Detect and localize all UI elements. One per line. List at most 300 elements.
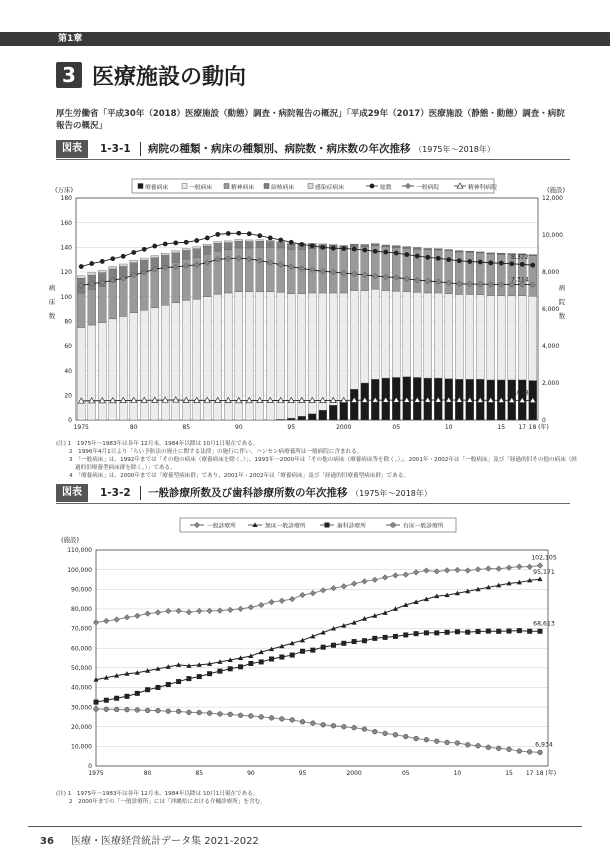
- note: 3 「一般病床」は、1992年までは「その他の病床（療養病床を除く。）」、1993年～2000年は「その他の病床（療養病床等を除く。）」、2001年・2002年は「一般病床」及び「経過的旧その他の病床（経: [69, 457, 578, 463]
- bar-segment: [77, 293, 85, 328]
- y-tick-right: 10,000: [542, 232, 563, 240]
- marker-dot: [300, 719, 305, 724]
- bar-segment: [151, 308, 159, 420]
- marker-dot: [184, 240, 189, 245]
- x-tick: 15: [497, 424, 506, 431]
- marker-dot: [509, 261, 514, 266]
- marker-diamond: [104, 618, 110, 624]
- marker-square: [372, 636, 377, 641]
- bar-segment: [329, 405, 337, 420]
- marker-square: [186, 676, 191, 681]
- legend-label: 一般診療所: [207, 523, 236, 530]
- bar-segment: [371, 289, 379, 379]
- bar-segment: [455, 252, 463, 295]
- bar-segment: [277, 242, 285, 248]
- bar-segment: [476, 295, 484, 379]
- marker-dot: [499, 261, 504, 266]
- marker-dot: [310, 721, 315, 726]
- bar-segment: [518, 296, 526, 380]
- bar-segment: [308, 293, 316, 414]
- bar-segment: [119, 316, 127, 420]
- bar-segment: [88, 273, 96, 275]
- bar-segment: [214, 243, 222, 251]
- bar-segment: [256, 241, 264, 247]
- legend-label: 歯科診療所: [337, 523, 366, 530]
- y-tick: 50,000: [71, 665, 92, 673]
- y-tick: 20,000: [71, 723, 92, 731]
- bar-segment: [487, 254, 495, 296]
- marker-dot: [247, 231, 252, 236]
- marker-dot: [145, 708, 150, 713]
- bar-segment: [245, 240, 253, 242]
- marker-diamond: [486, 566, 492, 572]
- data-label: 7,314: [511, 276, 529, 284]
- bar-segment: [98, 270, 106, 272]
- marker-diamond: [537, 563, 543, 569]
- bar-segment: [245, 242, 253, 248]
- marker-dot: [415, 254, 420, 259]
- note: 4 「療養病床」は、2000年までは「療養型病床群」であり、2001年・2002年は「療養病床」及び「経過的旧療養型病床群」である。: [69, 473, 409, 479]
- marker-square: [403, 632, 408, 637]
- legend-swatch: [264, 184, 269, 189]
- marker-dot: [436, 256, 441, 261]
- marker-dot: [142, 247, 147, 252]
- marker-dot: [176, 709, 181, 714]
- marker-dot: [166, 709, 171, 714]
- chapter-label: 第1章: [58, 34, 83, 44]
- marker-diamond: [258, 602, 264, 608]
- bar-segment: [455, 294, 463, 379]
- y-tick-left: 20: [64, 392, 72, 400]
- marker-square: [228, 666, 233, 671]
- bar-segment: [161, 305, 169, 420]
- section-title: 医療施設の動向: [92, 65, 247, 90]
- legend-label: 総数: [380, 185, 392, 191]
- bar-segment: [277, 248, 285, 292]
- marker-dot: [394, 251, 399, 256]
- bar-segment: [130, 260, 138, 262]
- marker-dot: [135, 708, 140, 713]
- bar-segment: [77, 276, 85, 278]
- note: (注) 1 1975年～1983年は各年 12月末、1984年以降は 10月1日現在である。: [56, 441, 259, 447]
- bar-segment: [88, 289, 96, 325]
- marker-dot: [362, 248, 367, 253]
- marker-diamond: [300, 592, 306, 598]
- figure1-number: 1-3-1: [100, 143, 131, 155]
- bar-segment: [308, 414, 316, 420]
- hospital-beds-chart: [40, 168, 575, 438]
- bar-segment: [161, 255, 169, 265]
- marker-diamond: [424, 568, 430, 574]
- marker-square: [207, 671, 212, 676]
- marker-dot: [391, 523, 396, 528]
- legend-label: 精神病床: [231, 185, 255, 191]
- bar-segment: [350, 291, 358, 390]
- y-tick-left: 100: [60, 293, 72, 301]
- marker-square: [269, 656, 274, 661]
- x-tick: 95: [298, 770, 307, 777]
- bar-segment: [361, 245, 369, 247]
- marker-dot: [370, 184, 375, 189]
- y-tick-right: 6,000: [542, 306, 560, 314]
- marker-square: [300, 649, 305, 654]
- marker-dot: [310, 243, 315, 248]
- marker-dot: [496, 746, 501, 751]
- marker-dot: [372, 729, 377, 734]
- marker-dot: [321, 722, 326, 727]
- bar-segment: [109, 319, 117, 420]
- chapter-band: [0, 32, 610, 46]
- marker-diamond: [238, 606, 244, 612]
- marker-dot: [455, 741, 460, 746]
- y-label-right: 数: [558, 312, 566, 320]
- bar-segment: [119, 279, 127, 317]
- marker-dot: [352, 725, 357, 730]
- marker-dot: [290, 717, 295, 722]
- legend-label: 結核病床: [271, 185, 295, 191]
- plot-frame: [96, 550, 548, 766]
- bar-segment: [361, 291, 369, 384]
- marker-dot: [465, 742, 470, 747]
- x-tick: 10: [453, 770, 462, 777]
- bar-segment: [403, 247, 411, 248]
- marker-diamond: [186, 609, 192, 615]
- marker-diamond: [465, 568, 471, 574]
- marker-square: [445, 630, 450, 635]
- bar-segment: [256, 247, 264, 291]
- marker-square: [290, 653, 295, 658]
- x-tick: 1975: [88, 770, 104, 777]
- marker-diamond: [217, 608, 223, 614]
- x-tick: 05: [392, 424, 401, 431]
- marker-square: [310, 648, 315, 653]
- marker-dot: [110, 256, 115, 261]
- legend-swatch: [308, 184, 313, 189]
- bar-segment: [361, 247, 369, 291]
- marker-dot: [114, 707, 119, 712]
- marker-square: [248, 661, 253, 666]
- bar-segment: [319, 293, 327, 410]
- data-label: 8,372: [511, 254, 529, 262]
- marker-square: [352, 639, 357, 644]
- data-label: 102,105: [531, 554, 557, 562]
- marker-diamond: [413, 570, 419, 576]
- book-title: 医療・医療経営統計データ集 2021-2022: [71, 836, 259, 847]
- figure2-subtitle: （1975年～2018年）: [351, 489, 432, 498]
- marker-dot: [156, 708, 161, 713]
- marker-dot: [341, 724, 346, 729]
- marker-dot: [414, 736, 419, 741]
- marker-dot: [131, 250, 136, 255]
- x-tick: 1975: [73, 424, 89, 431]
- figure1-header: [56, 140, 570, 158]
- y-unit: (施設): [60, 536, 80, 544]
- y-tick: 10,000: [71, 743, 92, 751]
- bar-segment: [224, 241, 232, 243]
- y-label-left: 病: [48, 284, 56, 292]
- marker-square: [507, 629, 512, 634]
- y-tick: 0: [88, 763, 92, 771]
- bar-segment: [172, 251, 180, 253]
- marker-diamond: [320, 587, 326, 593]
- marker-square: [383, 635, 388, 640]
- marker-dot: [215, 232, 220, 237]
- marker-square: [362, 638, 367, 643]
- x-tick: 85: [182, 424, 191, 431]
- marker-square: [155, 685, 160, 690]
- bar-segment: [266, 242, 274, 248]
- bar-segment: [151, 268, 159, 307]
- note: 過的旧療養型病床群を除く。）」である。: [75, 465, 176, 471]
- marker-square: [197, 674, 202, 679]
- figure2-number: 1-3-2: [100, 487, 131, 499]
- legend-label: 感染症病床: [315, 185, 344, 191]
- marker-square: [321, 645, 326, 650]
- bar-segment: [329, 244, 337, 245]
- marker-diamond: [362, 579, 368, 585]
- marker-diamond: [444, 568, 450, 574]
- marker-dot: [238, 713, 243, 718]
- marker-square: [341, 641, 346, 646]
- chart1-bars: [77, 239, 536, 420]
- bar-segment: [350, 244, 358, 246]
- y-tick-right: 2,000: [542, 380, 560, 388]
- clinics-chart: [40, 512, 575, 782]
- series-line: [93, 577, 542, 682]
- marker-square: [393, 634, 398, 639]
- marker-dot: [207, 711, 212, 716]
- marker-dot: [478, 260, 483, 265]
- marker-diamond: [455, 567, 461, 573]
- marker-square: [259, 659, 264, 664]
- y-tick-left: 0: [68, 417, 72, 425]
- legend-swatch: [138, 184, 143, 189]
- marker-diamond: [351, 581, 357, 587]
- marker-square: [94, 700, 99, 705]
- bar-segment: [193, 247, 201, 249]
- marker-square: [486, 629, 491, 634]
- note: (注) 1 1975年～1983年は各年 12月末、1984年以降は 10月1日現在である。: [56, 791, 259, 797]
- marker-diamond: [403, 572, 409, 578]
- marker-dot: [278, 238, 283, 243]
- bar-segment: [287, 418, 295, 420]
- marker-dot: [362, 727, 367, 732]
- marker-square: [217, 669, 222, 674]
- bar-segment: [266, 240, 274, 241]
- y-tick-left: 80: [64, 318, 72, 326]
- marker-dot: [517, 749, 522, 754]
- bar-segment: [98, 323, 106, 420]
- series-line: [94, 628, 543, 704]
- chart2-legend: [180, 518, 456, 532]
- marker-diamond: [227, 607, 233, 613]
- bar-segment: [413, 292, 421, 377]
- marker-dot: [163, 242, 168, 247]
- marker-square: [176, 679, 181, 684]
- marker-dot: [445, 740, 450, 745]
- marker-diamond: [372, 577, 378, 583]
- marker-diamond: [269, 599, 275, 605]
- data-label: 68,613: [533, 620, 555, 628]
- figure2-header: [56, 484, 570, 502]
- bar-segment: [382, 291, 390, 379]
- marker-square: [455, 629, 460, 634]
- marker-dot: [331, 723, 336, 728]
- marker-diamond: [517, 564, 523, 570]
- marker-diamond: [279, 598, 285, 604]
- marker-dot: [320, 245, 325, 250]
- marker-diamond: [248, 604, 254, 610]
- bar-segment: [392, 291, 400, 377]
- marker-triangle: [537, 577, 542, 582]
- bar-segment: [319, 244, 327, 245]
- figure1-subtitle: （1975年～2018年）: [414, 145, 495, 154]
- bar-segment: [224, 243, 232, 250]
- marker-dot: [173, 240, 178, 245]
- marker-dot: [269, 715, 274, 720]
- bar-segment: [403, 292, 411, 377]
- marker-diamond: [475, 567, 481, 573]
- data-label: 95,171: [533, 569, 555, 577]
- y-unit-left: (万床): [54, 186, 74, 194]
- marker-square: [166, 682, 171, 687]
- series-path: [96, 709, 540, 752]
- bar-segment: [487, 296, 495, 380]
- marker-dot: [226, 231, 231, 236]
- legend-swatch: [224, 184, 229, 189]
- marker-diamond: [496, 566, 502, 572]
- marker-square: [496, 629, 501, 634]
- y-tick-left: 140: [60, 244, 72, 252]
- bar-segment: [203, 244, 211, 246]
- bar-segment: [319, 410, 327, 420]
- marker-dot: [404, 252, 409, 257]
- bar-segment: [130, 313, 138, 420]
- x-tick: 15: [505, 770, 513, 777]
- y-tick-left: 120: [60, 269, 72, 277]
- bar-segment: [392, 246, 400, 247]
- bar-segment: [245, 248, 253, 292]
- source-citation: 厚生労働省「平成30年（2018）医療施設（動態）調査・病院報告の概況」「平成29年（2017）医療施設（静態・動態）調査・病院報告の概況」: [56, 109, 565, 131]
- marker-dot: [125, 707, 130, 712]
- bar-segment: [497, 254, 505, 295]
- marker-dot: [79, 264, 84, 269]
- x-tick: 05: [401, 770, 410, 777]
- marker-dot: [257, 233, 262, 238]
- marker-dot: [104, 707, 109, 712]
- section-number: 3: [56, 62, 82, 88]
- x-tick: 2000: [346, 770, 362, 777]
- marker-square: [517, 628, 522, 633]
- marker-dot: [352, 247, 357, 252]
- y-tick: 110,000: [67, 547, 92, 555]
- bar-segment: [182, 250, 190, 259]
- figure2-title: 一般診療所数及び歯科診療所数の年次推移 （1975年～2018年）: [148, 487, 432, 499]
- bar-segment: [98, 286, 106, 322]
- figure1-title: 病院の種類・病床の種類別、病院数・病床数の年次推移 （1975年～2018年）: [148, 143, 495, 155]
- x-tick: 17: [518, 424, 527, 431]
- bar-segment: [434, 293, 442, 378]
- marker-square: [104, 698, 109, 703]
- bar-segment: [109, 282, 117, 319]
- marker-dot: [205, 236, 210, 241]
- marker-dot: [228, 712, 233, 717]
- marker-dot: [194, 238, 199, 243]
- bar-segment: [203, 246, 211, 254]
- marker-square: [279, 655, 284, 660]
- bar-segment: [350, 247, 358, 291]
- bar-segment: [340, 293, 348, 402]
- legend-label: 療養病床: [145, 185, 169, 191]
- legend-label: 無床一般診療所: [265, 523, 306, 530]
- marker-dot: [218, 712, 223, 717]
- y-tick-right: 12,000: [542, 195, 563, 203]
- marker-dot: [446, 257, 451, 262]
- bar-segment: [140, 310, 148, 420]
- marker-dot: [100, 259, 105, 264]
- x-tick: 90: [247, 770, 255, 777]
- marker-square: [331, 643, 336, 648]
- x-tick: 80: [129, 424, 138, 431]
- figure1-notes: [56, 440, 578, 480]
- marker-diamond: [527, 564, 533, 570]
- bar-segment: [298, 416, 306, 420]
- y-tick: 70,000: [71, 625, 92, 633]
- bar-segment: [140, 258, 148, 260]
- marker-dot: [425, 255, 430, 260]
- bar-segment: [140, 271, 148, 310]
- series-line: [93, 563, 543, 626]
- marker-square: [325, 523, 330, 528]
- series-path: [96, 566, 540, 623]
- bar-segment: [151, 256, 159, 258]
- legend-label: 精神科病院: [468, 185, 497, 191]
- bar-segment: [193, 249, 201, 257]
- series-path: [81, 400, 533, 401]
- marker-dot: [467, 259, 472, 264]
- bar-segment: [109, 266, 117, 268]
- marker-dot: [383, 250, 388, 255]
- marker-diamond: [124, 615, 130, 621]
- marker-square: [527, 629, 532, 634]
- bar-segment: [77, 328, 85, 421]
- x-tick: 17: [525, 770, 534, 777]
- bar-segment: [235, 248, 243, 292]
- legend-swatch: [182, 184, 187, 189]
- bar-segment: [161, 265, 169, 305]
- bar-segment: [119, 264, 127, 266]
- bar-segment: [172, 253, 180, 262]
- bar-segment: [161, 253, 169, 255]
- marker-diamond: [341, 584, 347, 590]
- marker-dot: [94, 707, 99, 712]
- y-label-left: 数: [48, 312, 56, 320]
- figure1-badge: 図表: [56, 140, 88, 158]
- bar-segment: [424, 293, 432, 378]
- note: 2 1996年4月1日より「らい予防法の廃止に関する法律」の施行に伴い、ハンセン病療養所は一般病院に含まれる。: [69, 449, 363, 455]
- marker-dot: [341, 246, 346, 251]
- legend-label: 有床一般診療所: [403, 523, 444, 530]
- y-tick: 80,000: [71, 606, 92, 614]
- x-tick: 2000: [336, 424, 352, 431]
- y-tick: 60,000: [71, 645, 92, 653]
- marker-dot: [197, 710, 202, 715]
- marker-diamond: [155, 610, 161, 616]
- marker-dot: [393, 732, 398, 737]
- marker-diamond: [93, 620, 99, 626]
- marker-dot: [488, 260, 493, 265]
- marker-diamond: [135, 613, 141, 619]
